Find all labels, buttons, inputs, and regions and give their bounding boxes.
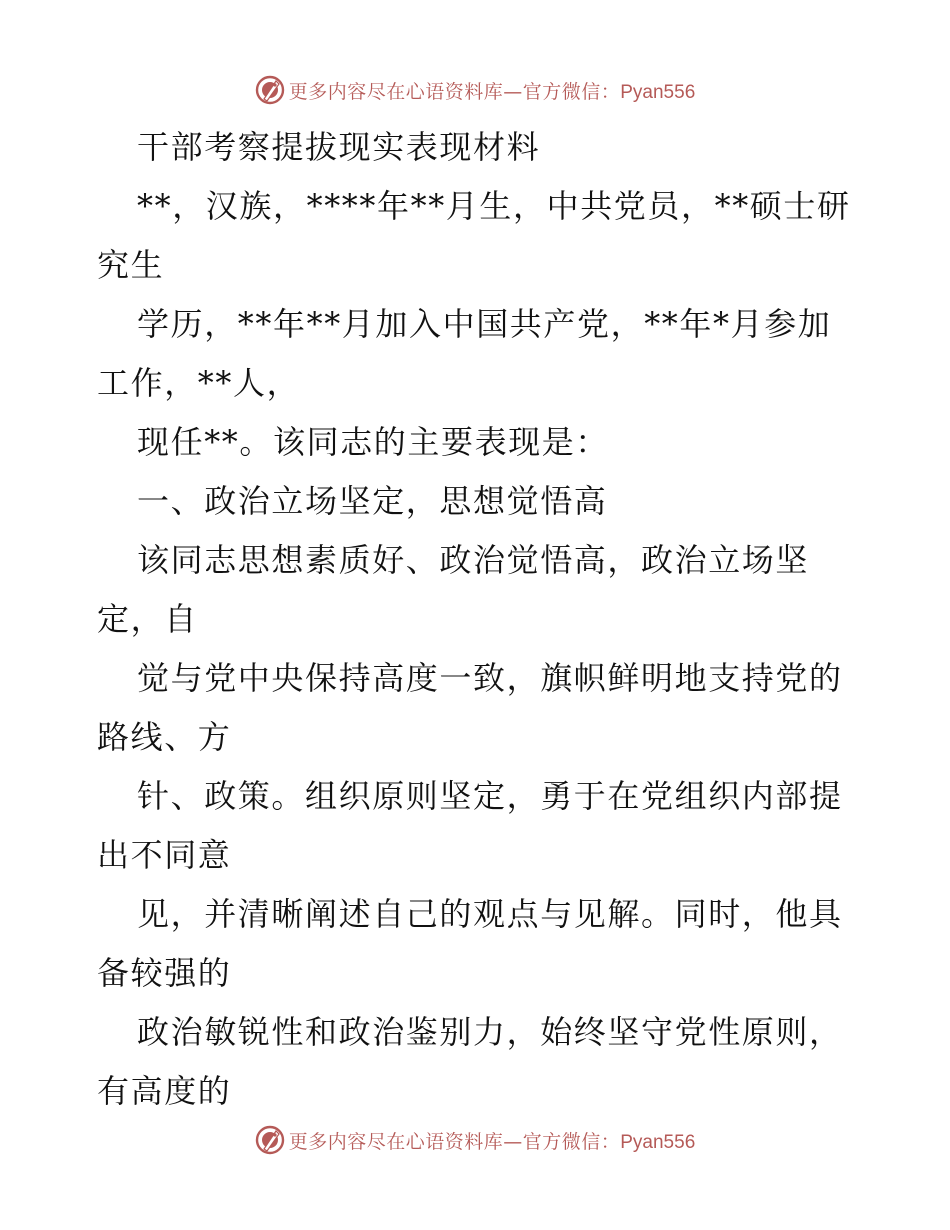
document-title: 干部考察提拔现实表现材料: [137, 128, 541, 166]
paragraph-line: 学历，**年**月加入中国共产党，**年*月参加: [137, 305, 832, 343]
paragraph-line: 工作，**人，: [97, 364, 301, 402]
watermark-text: 更多内容尽在心语资料库—官方微信：Pyan556: [288, 80, 696, 103]
paragraph-line: 该同志思想素质好、政治觉悟高，政治立场坚: [137, 541, 810, 579]
paragraph-line: 针、政策。组织原则坚定，勇于在党组织内部提: [137, 777, 843, 815]
pen-nib-logo-icon: [255, 1125, 285, 1155]
paragraph-line: 路线、方: [97, 718, 232, 756]
paragraph-line: 出不同意: [97, 836, 232, 874]
paragraph-line: 究生: [97, 246, 165, 284]
watermark-wechat-id: Pyan556: [620, 1131, 696, 1153]
pen-nib-logo-icon: [255, 75, 285, 105]
footer-watermark: [0, 1120, 950, 1160]
paragraph-line: 觉与党中央保持高度一致，旗帜鲜明地支持党的: [137, 659, 843, 697]
header-watermark: [0, 70, 950, 110]
paragraph-line: 见，并清晰阐述自己的观点与见解。同时，他具: [137, 895, 843, 933]
section-heading: 一、政治立场坚定，思想觉悟高: [137, 482, 608, 520]
paragraph-line: 有高度的: [97, 1072, 232, 1110]
watermark-text: 更多内容尽在心语资料库—官方微信：Pyan556: [288, 1130, 696, 1153]
paragraph-line: **，汉族，****年**月生，中共党员，**硕士研: [137, 187, 851, 225]
paragraph-line: 现任**。该同志的主要表现是：: [137, 423, 610, 461]
paragraph-line: 定，自: [97, 600, 198, 638]
paragraph-line: 政治敏锐性和政治鉴别力，始终坚守党性原则，: [137, 1013, 843, 1051]
paragraph-line: 备较强的: [97, 954, 232, 992]
watermark-wechat-id: Pyan556: [620, 81, 696, 103]
